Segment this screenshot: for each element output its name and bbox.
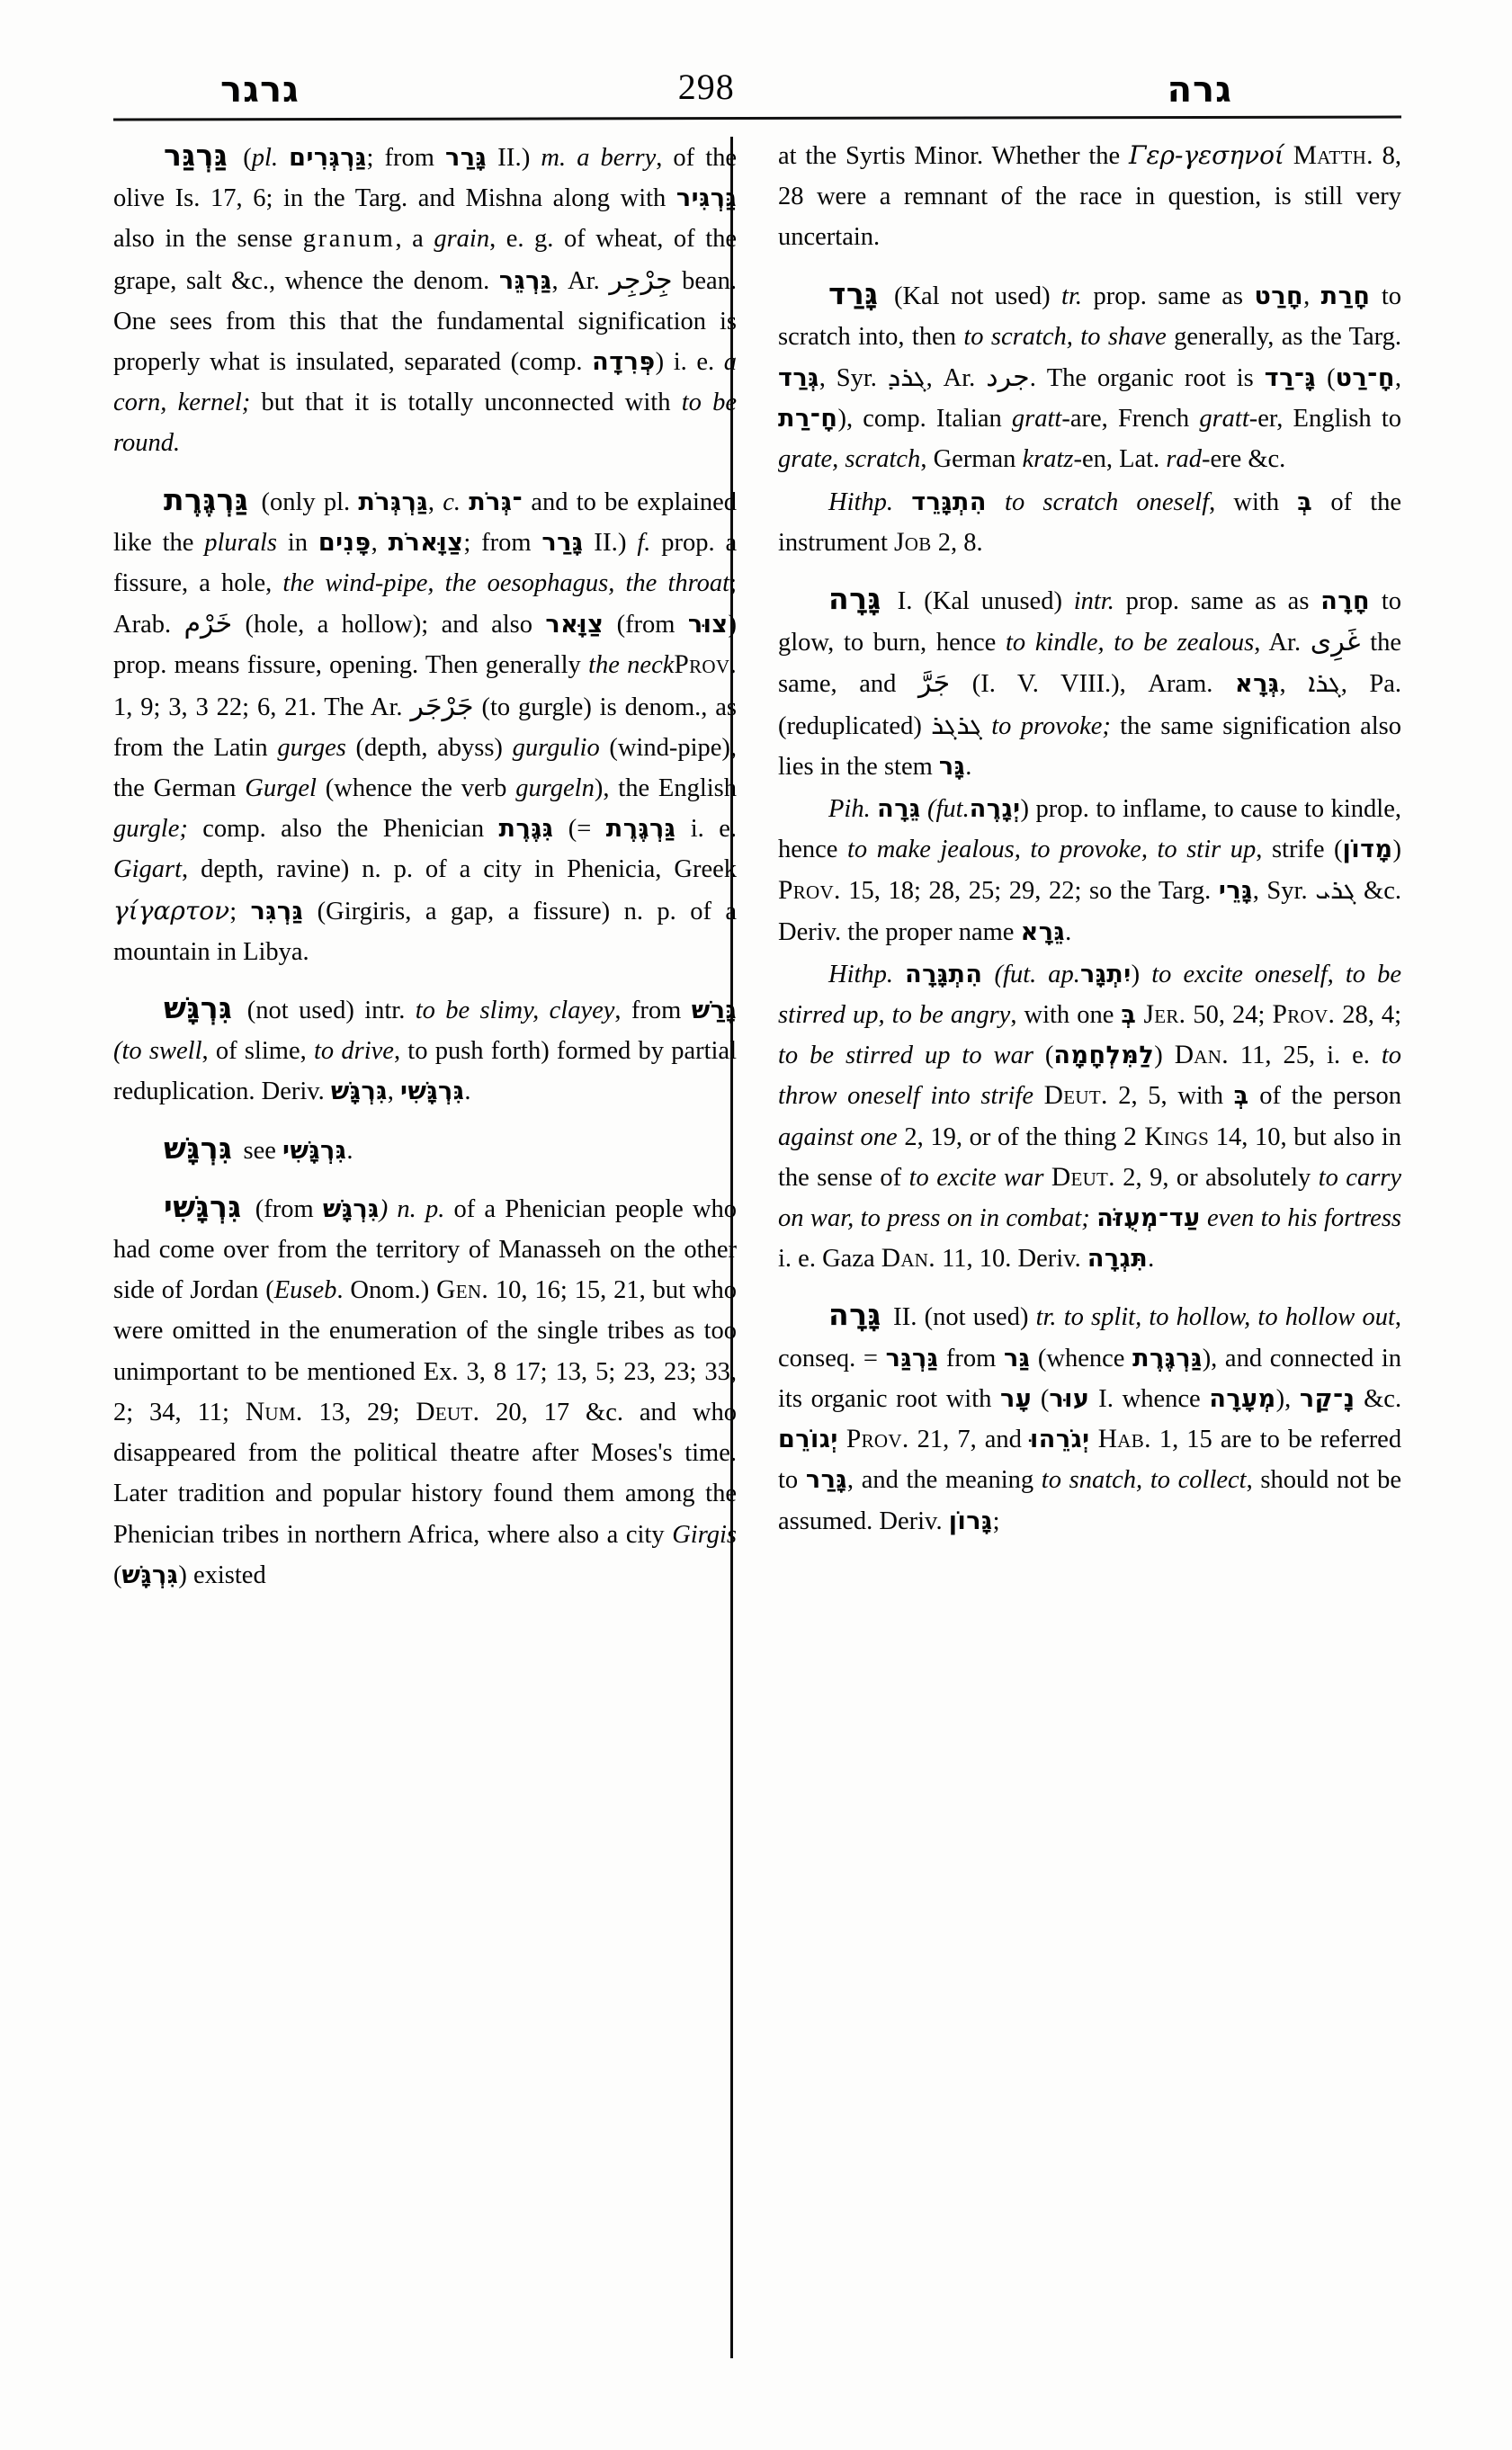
- girgash-text-4: , to push forth) formed by partial reduplication. Deriv.: [113, 1037, 737, 1106]
- gargereth-c-form: ־גְּרֹת: [469, 487, 523, 516]
- gargar-comp-form: פְּרִדָה: [592, 348, 656, 377]
- garah-one-strife-form: מָדוֹן: [1342, 836, 1393, 864]
- garah-two-form-9: יְגֹרֵהוּ: [1030, 1426, 1090, 1454]
- garah-one-hithp-text-5: or of the thing: [969, 1122, 1117, 1151]
- garah-one-ref-kings: 2 Kings: [1123, 1122, 1210, 1151]
- carryover-ref-matth: Matth.: [1293, 141, 1373, 170]
- girgash-gloss-3: to drive: [313, 1037, 394, 1066]
- garah-one-hithp-text-6: but also in the sense of: [778, 1122, 1402, 1192]
- garah-one-hithp-form: הִתְגָּרָה: [905, 960, 983, 988]
- garah-two-roman: II.: [892, 1302, 917, 1332]
- entry-girgashi: [113, 1186, 737, 1596]
- gargar-text-7: but that it is totally unconnected with: [261, 389, 671, 417]
- girgashi-ref-gen: Gen.: [436, 1275, 488, 1305]
- garah-one-ref-deut2: Deut.: [1051, 1162, 1115, 1192]
- garah-one-form-1: חָרָה: [1320, 587, 1371, 616]
- garad-hithp-text-2: of the instrument: [778, 487, 1402, 557]
- garah-two-text-9: &c.: [1364, 1384, 1402, 1413]
- garah-two-text-3: from: [945, 1344, 997, 1373]
- lemma-girgash: גִּרְגָּשׁ: [164, 990, 233, 1026]
- garah-two-ref-hab: Hab.: [1097, 1425, 1151, 1454]
- garah-one-pa-gloss: to provoke;: [991, 711, 1111, 740]
- gargar-granum: granum: [302, 225, 396, 254]
- garah-two-form-5: עוּר: [1049, 1384, 1090, 1413]
- garah-one-hithp-gloss-4: against one: [778, 1122, 898, 1151]
- garah-one-fut-ap-form: יִתְגָּר: [1079, 960, 1132, 988]
- gargereth-eng-1: gurgle;: [113, 815, 188, 844]
- garah-one-fut-ap-label: (fut. ap.: [994, 960, 1080, 988]
- garad-text-6: ), comp. Italian: [837, 405, 1002, 434]
- garah-two-ref-hab-nums: 1, 15: [1159, 1426, 1212, 1454]
- garad-hithp-label: Hithp.: [828, 487, 894, 516]
- gargereth-text-6: (from: [616, 611, 675, 639]
- garah-two-text-10: and: [984, 1426, 1022, 1454]
- garah-one-hithp-gloss: to excite oneself, to be stirred up, to be angry: [778, 960, 1401, 1030]
- garad-it-4: kratz: [1022, 445, 1074, 474]
- girgash-end: .: [464, 1077, 471, 1106]
- garah-two-gloss-2: to snatch, to collect: [1041, 1466, 1247, 1495]
- garah-one-text-6: the same signification also lies in the stem: [778, 711, 1402, 781]
- girgash-see-label: see: [243, 1136, 276, 1165]
- gargar-from-form: גָּרַר: [444, 144, 488, 172]
- garah-one-roman: I.: [897, 586, 913, 616]
- girgashi-text-5: (: [113, 1560, 122, 1589]
- garah-one-hithp-gloss-2: to be stirred up to war: [778, 1042, 1033, 1070]
- garah-one-text-4: the same, and: [778, 629, 1402, 699]
- girgashi-ref-deut: Deut.: [416, 1397, 480, 1426]
- garah-one-arabic-1: غَرِى: [1310, 626, 1361, 658]
- entry-garah-two: [778, 1294, 1401, 1541]
- gargereth-form-tsavar: צַוָּאר: [545, 611, 604, 639]
- two-column-body: [113, 135, 1401, 2383]
- girgashi-np: ) n. p.: [379, 1194, 445, 1223]
- garad-text-11: -ere &c.: [1201, 445, 1286, 474]
- garad-text-5: . The organic root is: [1029, 364, 1254, 393]
- garah-one-text-7: ) prop. to inflame, to cause to kindle, hence: [778, 795, 1401, 864]
- gargereth-gloss-1: the wind-pipe, the oesophagus, the throat: [282, 569, 730, 598]
- gargereth-gigart: Gigart: [113, 855, 183, 884]
- garah-one-fut-label: (fut.: [927, 795, 970, 824]
- garah-two-ref-prov: Prov.: [845, 1425, 909, 1454]
- lemma-gargar: גַּרְגַּר: [164, 138, 228, 173]
- girgash-crossref-end: .: [346, 1136, 353, 1165]
- girgash-text-3: , of slime,: [201, 1037, 307, 1066]
- gargar-gender: m.: [541, 144, 567, 172]
- garah-one-pih-label: Pih.: [828, 795, 871, 824]
- gargereth-form-girgir: גַּרְגִּר: [250, 897, 304, 925]
- garah-one-ref-dan2: Dan.: [881, 1244, 935, 1274]
- girgashi-ref-deut-nums: 20, 17 &c.: [496, 1398, 623, 1426]
- gargereth-plural-form: גַּרְגְּרֹת: [358, 487, 428, 516]
- gargar-arabic: جِرْجِر: [609, 264, 673, 296]
- girgash-from-form: גָּרַשׁ: [691, 997, 738, 1025]
- entry-garah-one-hithpael: Hithp. הִתְגָּרָה (fut. ap.יִתְגָּר) to excite oneself, to be stirred up, to be angry, with one בְּ Jer. 50, 24; Prov. 28, 4; to be stirred up to war (לַמִּלְחָמָה) Dan. 11, 25, i. e. to throw oneself into strife Deut. 2, 5, with בְּ of the person against one 2, 19, or of the thing 2 Kings 14, 10, but also in the sense of to excite war Deut. 2, 9, or absolutely to carry on war, to press on in combat; עַד־מְעֻזֹּה even to his fortress i. e. Gaza Dan. 11, 10. Deriv. תִּגְרָה.: [778, 960, 1402, 1274]
- carryover-greek: Γερ-γεσηνοί: [1129, 140, 1284, 170]
- page-number: 298: [677, 67, 735, 107]
- garah-two-text-13: , should not be assumed. Deriv.: [778, 1466, 1402, 1535]
- entry-garah-one-piel: Pih. גֵּרָה (fut.יְגָרֶה) prop. to inflame, to cause to kindle, hence to make jealous, to provoke, to stir up, strife (מָדוֹן) Prov. 15, 18; 28, 25; 29, 22; so the Targ. גָּרֵי, Syr. ܓܪܝ &c. Deriv. the proper name גֵּרָא.: [778, 795, 1401, 946]
- garah-one-targ-form: גָּרֵי: [1218, 877, 1253, 906]
- gargar-text-5: bean. One sees from this that the fundamental signification is properly what is insulated, separated (comp.: [113, 266, 738, 377]
- gargereth-from-form: גָּרַר: [541, 528, 584, 557]
- garah-one-text-1: (Kal unused): [924, 587, 1062, 616]
- garad-text-4: generally, as the Targ.: [1174, 322, 1401, 351]
- garad-text-7: -are, French: [1061, 405, 1190, 434]
- lemma-garad: גָּרַד: [828, 275, 879, 311]
- gargereth-text-1: and to be explained like the: [113, 487, 738, 557]
- garad-arabic: جرد: [986, 362, 1030, 394]
- lemma-girgashi: גִּרְגָּשִׁי: [164, 1188, 242, 1224]
- garah-one-gloss-intr: intr.: [1073, 587, 1114, 616]
- gargereth-gloss-plurals: plurals: [204, 528, 278, 557]
- garah-one-hithp-text-2: i. e.: [1327, 1042, 1370, 1070]
- garah-two-form-4: עָר: [1000, 1384, 1033, 1413]
- girgashi-euseb: Euseb: [273, 1276, 337, 1305]
- garah-one-prep-b: בְּ: [1121, 1001, 1137, 1030]
- garah-one-ref-jer-nums: 50, 24;: [1193, 1001, 1266, 1030]
- gargar-roman: II.): [497, 143, 531, 172]
- gargar-form-2: גַּרְגִּיר: [675, 184, 738, 213]
- garah-two-text-11: are to be referred to: [778, 1426, 1402, 1495]
- gargereth-text-7: ) prop. means fissure, opening. Then generally: [113, 611, 737, 680]
- right-column: [778, 135, 1401, 2383]
- garah-one-text-9: so the Targ.: [1089, 877, 1212, 906]
- gargar-text-4: , e. g. of wheat, of the grape, salt &c., whence the denom.: [113, 225, 738, 295]
- girgashi-text-2: . Onom.): [336, 1276, 430, 1305]
- garah-one-text-8: , strife (: [1256, 836, 1343, 864]
- gargereth-gender: f.: [637, 528, 651, 557]
- gargereth-arabic-2: جَرْجَر: [410, 690, 474, 722]
- garad-it-3: grate, scratch: [778, 445, 921, 474]
- entry-garad-hithpael: [778, 482, 1401, 563]
- garad-it-5: rad: [1166, 445, 1202, 474]
- gargereth-text-14: comp. also the Phenician: [202, 815, 485, 844]
- gargereth-roman: II.): [594, 527, 627, 557]
- garad-hithp-form: הִתְגָּרֵד: [911, 487, 987, 516]
- garah-one-combat-form: עַד־מְעֻזֹּה: [1096, 1204, 1201, 1233]
- gargereth-from-label: ; from: [463, 528, 532, 557]
- girgashi-text-6: ) existed: [178, 1560, 266, 1589]
- gargereth-arabic: خَرْم: [183, 608, 233, 640]
- lemma-garah-one: גָּרָה: [828, 581, 881, 617]
- garah-two-text-4: (whence: [1037, 1344, 1125, 1373]
- garad-root-3: חָ־רַת: [778, 405, 838, 434]
- carryover-text-1: at the Syrtis Minor. Whether the: [778, 142, 1121, 170]
- gargar-text-3: , a: [395, 225, 424, 254]
- girgashi-text-4: and who disappeared from the political theatre after Moses's time. Later tradition and popular history found them among the Phenician tribes in northern Africa, where also a city: [113, 1398, 738, 1549]
- girgashi-ref-num: Num.: [245, 1397, 303, 1426]
- gargereth-phen-form: גִּגֶּרֶת: [498, 815, 554, 844]
- entry-garah-one: גָּרָה I. (Kal unused) intr. prop. same as as חָרָה to glow, to burn, hence to kindle, to be zealous, Ar. غَرِى the same, and جَرَّ (I. V. VIII.), Aram. גְּרָא, ܓܪܐ, Pa. (reduplicated) ܓܪܓܪ to provoke; the same signification also lies in the stem גָּר.: [778, 581, 1402, 781]
- garah-one-pa-label: Pa.: [1369, 670, 1402, 699]
- garah-two-form-6: מְעָרָה: [1209, 1384, 1276, 1413]
- garad-text-3: to scratch into, then: [778, 282, 1402, 351]
- girgash-deriv-1: גִּרְגָּשׁ: [330, 1077, 388, 1106]
- gargereth-text-18: (Girgiris, a gap, a fissure) n. p. of a mountain in Libya.: [113, 897, 738, 966]
- garad-hithp-gloss: to scratch oneself: [1005, 487, 1210, 516]
- gargereth-text-15: i. e.: [690, 815, 738, 844]
- garad-prep-form: בְּ: [1297, 487, 1313, 516]
- gargereth-text-10: (depth, abyss): [355, 733, 503, 762]
- gargar-denom-form: גַּרְגֵּר: [498, 266, 552, 295]
- left-column: [113, 135, 737, 2383]
- garah-one-hithp-gloss-3: to throw oneself into strife: [778, 1042, 1402, 1111]
- gargereth-text-9: (to gurgle) is denom., as from the Latin: [113, 693, 738, 762]
- girgashi-ref-num-nums: 13, 29;: [318, 1398, 400, 1426]
- garah-one-ref-prov2: Prov.: [1272, 1000, 1336, 1030]
- garah-one-ref-dan: Dan.: [1174, 1041, 1229, 1070]
- girgashi-girgis-form: גִּרְגָּשׁ: [121, 1560, 179, 1589]
- gargereth-text-13: ), the English: [594, 774, 738, 803]
- garad-text-1: (Kal not used): [893, 282, 1051, 310]
- gargereth-text-8: The Ar.: [324, 693, 403, 721]
- lemma-garah-two: גָּרָה: [828, 1297, 881, 1333]
- garah-one-hithp-text-7: or absolutely: [1176, 1163, 1311, 1192]
- gargereth-text-2: in: [287, 528, 309, 557]
- garah-two-form-8: יְגוֹרֵם: [778, 1426, 838, 1454]
- gargereth-lat-1: gurges: [277, 733, 346, 762]
- gargereth-text-3: prop. a fissure, a hole,: [113, 528, 738, 598]
- gargereth-lat-2: gurgulio: [512, 733, 600, 762]
- garad-root-2: חָ־רַט: [1335, 364, 1395, 393]
- garah-one-hithp-gloss-5: to excite war: [908, 1163, 1044, 1192]
- gargar-gloss: a berry: [577, 144, 657, 172]
- garad-hithp-text: , with: [1209, 487, 1280, 516]
- garad-form-2: חָרַת: [1320, 282, 1371, 310]
- gargereth-eq-text: (=: [568, 815, 592, 844]
- garah-one-text-3: to glow, to burn, hence: [778, 587, 1402, 657]
- carryover-ref-matth-nums: 8, 28: [778, 142, 1402, 211]
- gargereth-ger-2: gurgeln: [515, 774, 595, 803]
- header-divider-rule: [113, 116, 1401, 121]
- garah-one-gloss-2: to make jealous, to provoke, to stir up: [847, 836, 1257, 864]
- garah-one-ref-prov2-nums: 28, 4;: [1342, 1001, 1402, 1030]
- gargar-gloss-3: a corn, kernel;: [113, 348, 737, 417]
- girgashi-from-form: גִּרְגָּשׁ: [322, 1194, 380, 1223]
- garah-one-ref-deut2-nums: 2, 9,: [1123, 1163, 1169, 1192]
- garah-two-roman-I: I.: [1098, 1383, 1114, 1413]
- girgashi-from-label: (from: [255, 1194, 314, 1223]
- gargereth-form-panim: פָּנִים: [318, 528, 371, 557]
- garah-one-ref-deut: Deut.: [1043, 1081, 1108, 1111]
- garad-targ-form: גְּרַד: [778, 364, 819, 393]
- girgash-text-1: (not used) intr.: [246, 997, 406, 1025]
- gargereth-text-16: , depth, ravine) n. p. of a city in Phenicia, Greek: [182, 855, 737, 884]
- garah-one-pih-form: גֵּרָה: [877, 795, 921, 824]
- gargereth-ref-nums: 1, 9; 3, 3 22; 6, 21.: [113, 693, 317, 721]
- garah-one-hithp-gloss-6: to carry on war, to press on in combat;: [778, 1163, 1402, 1233]
- garah-two-text-12: , and the meaning: [846, 1466, 1034, 1495]
- gargereth-eq-form: גַּרְגֶּרֶת: [605, 815, 676, 844]
- garah-one-stem-form: גָּר: [938, 752, 966, 781]
- garah-one-hithp-text-8: i. e. Gaza: [778, 1245, 875, 1274]
- garad-form-1: חָרַט: [1254, 282, 1304, 310]
- garah-two-gloss-tr: tr.: [1035, 1303, 1057, 1332]
- running-head-left-guideword: גרגר: [220, 69, 300, 111]
- running-head: [171, 52, 1340, 111]
- lemma-girgash-crossref: גִּרְגָּשׁ: [164, 1130, 233, 1166]
- girgash-text-2: , from: [614, 997, 682, 1025]
- lemma-gargereth: גַּרְגֶּרֶת: [164, 481, 249, 517]
- gargar-text-6: ) i. e.: [655, 348, 715, 377]
- garad-ref-job-nums: 2, 8.: [937, 528, 983, 557]
- gargar-text-1: , of the olive Is. 17, 6; in the Targ. and Mishna along with: [113, 144, 738, 213]
- gargar-plural-form: גַּרְגְּרִים: [289, 144, 367, 172]
- garah-one-gloss-1: to kindle, to be zealous: [1006, 629, 1255, 657]
- garad-root-1: גָּ־רַד: [1264, 364, 1317, 393]
- gargereth-text-12: (whence the verb: [325, 774, 507, 803]
- girgashi-text-1: of a Phenician people who had come over from the territory of Manasseh on the other side of Jordan (: [113, 1194, 738, 1305]
- garad-it-2: gratt: [1199, 405, 1249, 434]
- garah-two-text-2: , conseq. =: [778, 1303, 1401, 1373]
- garah-one-deriv-form: תִּגְרָה: [1087, 1245, 1149, 1274]
- garah-two-text-7: whence: [1122, 1384, 1201, 1413]
- garah-two-form-1: גַּרְגַּר: [885, 1344, 939, 1373]
- gargereth-ref-prov: Prov.: [674, 650, 737, 680]
- garad-text-9: , German: [920, 445, 1016, 474]
- garah-two-text-6: (: [1040, 1384, 1050, 1413]
- gargar-arabic-label: Ar.: [568, 266, 600, 295]
- garah-one-ref-deut-nums: 2, 5,: [1118, 1082, 1168, 1111]
- girgash-gloss-2: (to swell: [113, 1037, 202, 1066]
- garah-one-hithp-text-3: with: [1177, 1082, 1223, 1111]
- gargereth-c-label: c.: [443, 487, 461, 516]
- garah-two-text-1: (not used): [924, 1303, 1029, 1332]
- gargereth-text-11: (wind-pipe), the German: [113, 733, 738, 803]
- garah-one-syriac-1: ܓܪܐ: [1308, 667, 1341, 699]
- garah-one-ref-2-19: 2, 19,: [904, 1122, 962, 1151]
- garah-one-text-2: prop. same as: [1125, 587, 1276, 616]
- garah-one-ref-dan2-nums: 11, 10.: [942, 1245, 1012, 1274]
- entry-gargereth: גַּרְגֶּרֶת (only pl. גַּרְגְּרֹת, c. ־גְּרֹת and to be explained like the plurals in פָּנִים, צַוָּארֹת; from גָּרַר II.) f. prop. a fissure, a hole, the wind-pipe, the oesophagus, the throat; Arab. خَرْم (hole, a hollow); and also צַוָּאר (from צוּר) prop. means fissure, opening. Then generally the neckProv. 1, 9; 3, 3 22; 6, 21. The Ar. جَرْجَر (to gurgle) is denom., as from the Latin gurges (depth, abyss) gurgulio (wind-pipe), the German Gurgel (whence the verb gurgeln), the English gurgle; comp. also the Phenician גִּגֶּרֶת (= גַּרְגֶּרֶת i. e. Gigart, depth, ravine) n. p. of a city in Phenicia, Greek γίγαρτον; גַּרְגִּר (Girgiris, a gap, a fissure) n. p. of a mountain in Libya.: [113, 481, 738, 966]
- garad-it-1: gratt: [1011, 405, 1062, 434]
- garah-one-hithp-text-4: of the person: [1259, 1082, 1402, 1111]
- gargar-pl-label: pl.: [251, 144, 279, 172]
- garah-one-ref-prov-nums: 15, 18; 28, 25; 29, 22;: [848, 877, 1082, 906]
- garad-gloss-1: to scratch, to shave: [963, 322, 1167, 351]
- gargereth-text-4: ; Arab.: [113, 569, 737, 639]
- gargereth-gloss-2: the neck: [588, 651, 675, 680]
- garah-one-fut-form: יְגָרֶה: [969, 795, 1021, 824]
- entry-girgash-verb: גִּרְגָּשׁ (not used) intr. to be slimy, clayey, from גָּרַשׁ (to swell, of slime, to drive, to push forth) formed by partial reduplication. Deriv. גִּרְגָּשׁ, גִּרְגָּשִׁי.: [113, 990, 738, 1106]
- garah-one-arabic-2: جَرَّ: [918, 667, 951, 700]
- garah-one-text-5: (I. V. VIII.), Aram.: [971, 670, 1213, 699]
- gargereth-form-tsavarot: צַוָּארֹת: [388, 528, 464, 557]
- garad-ref-job: Job: [894, 527, 932, 557]
- garah-one-ref-dan-nums: 11, 25,: [1239, 1042, 1316, 1070]
- garad-text-10: -en, Lat.: [1073, 445, 1160, 474]
- garad-text-8: -er, English to: [1248, 405, 1402, 434]
- girgash-gloss-1: to be slimy, clayey: [415, 997, 615, 1025]
- garah-one-aram-form: גְּרָא: [1235, 670, 1280, 699]
- garad-ar-label: Ar.: [943, 364, 976, 393]
- garad-text-2: prop. same as: [1093, 282, 1243, 310]
- garah-two-end: ;: [992, 1507, 1000, 1535]
- garah-two-form-7: נָ־קַר: [1299, 1384, 1355, 1413]
- garah-one-hithp-gloss-7: even to his fortress: [1207, 1204, 1402, 1233]
- garad-syriac: ܓܪܕ: [887, 362, 926, 393]
- garad-gloss-tr: tr.: [1061, 282, 1083, 310]
- garah-two-ref-prov-nums: 21, 7,: [917, 1426, 977, 1454]
- gargereth-form-tsur: צוּר: [687, 611, 729, 639]
- entry-gargar: גַּרְגַּר (pl. גַּרְגְּרִים; from גָּרַר II.) m. a berry, of the olive Is. 17, 6; in the Targ. and Mishna along with גַּרְגִּיר also in the sense granum, a grain, e. g. of wheat, of the grape, salt &c., whence the denom. גַּרְגֵּר, Ar. جِرْجِر bean. One sees from this that the fundamental signification is properly what is insulated, separated (comp. פְּרִדָה) i. e. a corn, kernel; but that it is totally unconnected with to be round.: [113, 138, 738, 458]
- garah-one-deriv-label: Deriv.: [1017, 1245, 1081, 1274]
- entry-girgash-crossref: [113, 1128, 737, 1171]
- garah-two-form-2: גַּר: [1003, 1344, 1031, 1373]
- gargereth-text-5: (hole, a hollow); and also: [245, 611, 533, 639]
- gargereth-only-pl-label: (only pl.: [261, 487, 351, 516]
- garah-two-text-8: ),: [1275, 1384, 1292, 1413]
- entry-carryover: [778, 135, 1401, 258]
- gargereth-ger-1: Gurgel: [245, 774, 317, 803]
- gargar-gloss-2: grain: [434, 225, 490, 254]
- gargereth-text-17: ;: [229, 897, 237, 925]
- garah-two-gloss-1: to split, to hollow, to hollow out: [1063, 1303, 1395, 1332]
- garah-two-form-3: גַּרְגֶּרֶת: [1132, 1344, 1203, 1373]
- entry-garad: גָּרַד (Kal not used) tr. prop. same as חָרַט, חָרַת to scratch into, then to scratch, to shave generally, as the Targ. גְּרַד, Syr. ܓܪܕ, Ar. جرد. The organic root is גָּ־רַד (חָ־רַט, חָ־רַת), comp. Italian gratt-are, French gratt-er, English to grate, scratch, German kratz-en, Lat. rad-ere &c.: [778, 275, 1402, 474]
- garah-two-form-10: גָּרַר: [805, 1466, 847, 1495]
- garah-one-syriac-3: ܓܪܝ: [1315, 874, 1356, 906]
- garah-one-syriac-2: ܓܪܓܪ: [931, 709, 982, 740]
- garah-one-hithp-text-1: , with one: [1010, 1001, 1114, 1030]
- garah-two-text-5: ), and connected in its organic root with: [778, 1344, 1402, 1413]
- girgashi-text-3: but who were omitted in the enumeration of the single tribes as too unimportant to be mentioned Ex. 3, 8 17; 13, 5; 23, 23; 33, 2; 34, 11;: [113, 1276, 738, 1426]
- garah-one-ref-jer: Jer.: [1143, 1000, 1186, 1030]
- garah-one-ref-prov: Prov.: [778, 876, 841, 906]
- gargar-text-2: also in the sense: [113, 225, 293, 254]
- garah-one-ref-kings-nums: 14, 10,: [1215, 1122, 1287, 1151]
- garad-syr-label: Syr.: [836, 364, 877, 393]
- garah-one-text-10: &c. Deriv. the proper name: [778, 877, 1401, 946]
- girgashi-girgis: Girgis: [672, 1520, 738, 1549]
- garah-one-prep-b-2: בְּ: [1233, 1082, 1249, 1111]
- girgashi-ref-gen-nums: 10, 16; 15, 21,: [495, 1276, 646, 1305]
- garah-one-ar-label: , Ar.: [1254, 629, 1302, 657]
- garah-one-war-form: לַמִּלְחָמָה: [1053, 1042, 1155, 1070]
- running-head-right-guideword: גרה: [1167, 69, 1232, 111]
- carryover-text-2: were a remnant of the race in question, is still very uncertain.: [778, 183, 1401, 252]
- girgash-see-form: גִּרְגָּשִׁי: [282, 1136, 347, 1165]
- garah-one-name-form: גֵּרָא: [1020, 917, 1066, 946]
- gargereth-greek: γίγαρτον: [113, 895, 230, 925]
- gargar-gloss-4: to be round.: [113, 389, 737, 458]
- garah-one-syr-label: , Syr.: [1252, 877, 1308, 906]
- gargar-from-label: from: [384, 144, 434, 172]
- garah-one-hithp-label: Hithp.: [828, 960, 894, 988]
- girgash-deriv-2: גִּרְגָּשִׁי: [400, 1077, 465, 1106]
- garah-one-pa-text: (reduplicated): [778, 711, 922, 740]
- garah-two-deriv-form: גָּרוֹן: [948, 1507, 993, 1535]
